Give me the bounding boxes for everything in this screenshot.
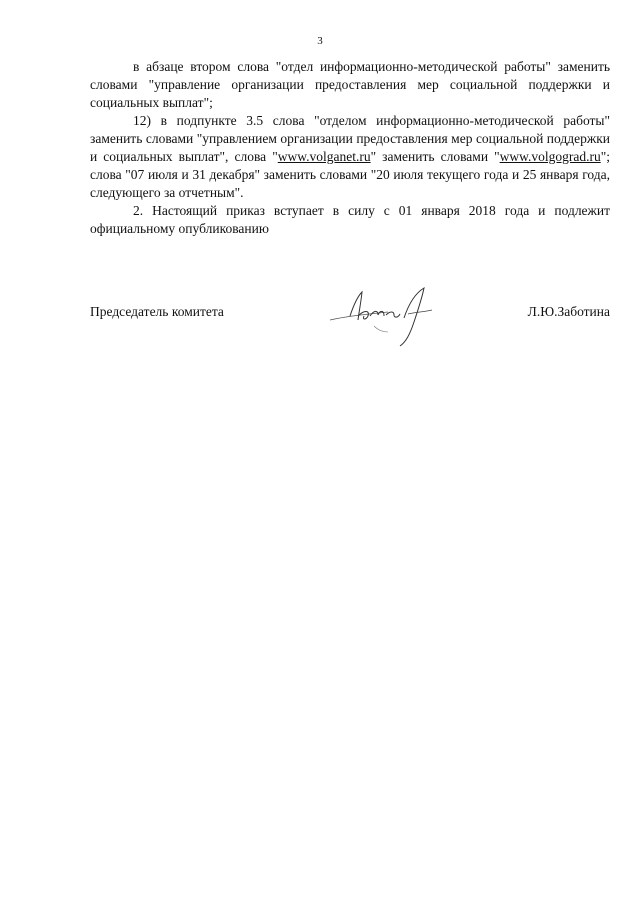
link-volganet[interactable]: www.volganet.ru — [277, 149, 371, 164]
paragraph-item-12 — [90, 112, 610, 202]
page-number: 3 — [317, 35, 323, 47]
signature-block — [90, 290, 610, 360]
paragraph-order-effective: 2. Настоящий приказ вступает в силу с 01 января 2018 года и подлежит официальному опубликованию — [90, 203, 610, 236]
paragraph-item-12-part3: "; слова "07 июля и 31 декабря" заменить словами "20 июля текущего года и 25 января года, следующего за отчетным". — [90, 149, 610, 200]
signatory-name: Л.Ю.Заботина — [527, 304, 610, 319]
paragraph-item-12-part2: " заменить словами " — [370, 149, 500, 164]
link-volgograd[interactable]: www.volgograd.ru — [499, 149, 601, 164]
signatory-position: Председатель комитета — [90, 304, 224, 319]
handwritten-signature — [328, 282, 458, 352]
document-body — [90, 58, 610, 238]
paragraph-item-12-part1: 12) в подпункте 3.5 слова "отделом информационно-методической работы" заменить словами "управлением организации предоставления мер социальной поддержки и социальных выплат", слова " — [90, 113, 610, 164]
paragraph-abzac-vtorom: в абзаце втором слова "отдел информационно-методической работы" заменить словами "управление организации предоставления мер социальной поддержки и социальных выплат"; — [90, 59, 610, 110]
